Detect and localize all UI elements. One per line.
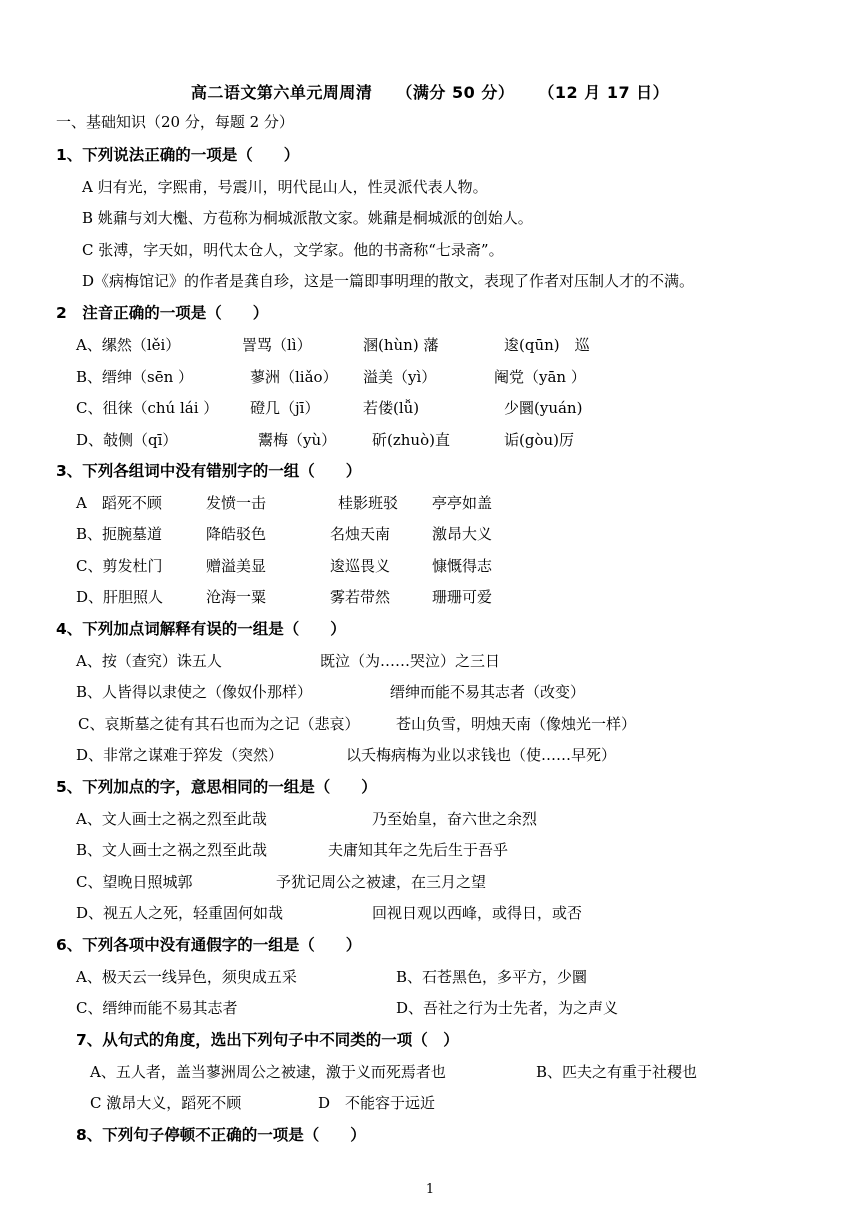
option-cell: 逡(qūn) 巡 [504,336,590,354]
question-6-row-1 [76,967,836,987]
option-cell: 雾若带然 [330,588,391,606]
option-cell: D、非常之谋难于猝发（突然） [76,746,284,764]
question-4-row-b [76,682,836,702]
question-1-option-b: B 姚鼐与刘大櫆、方苞称为桐城派散文家。姚鼐是桐城派的创始人。 [82,209,533,227]
option-cell: C 激昂大义，蹈死不顾 [90,1094,242,1112]
option-cell: 既泣（为……哭泣）之三日 [320,652,501,670]
question-7-stem: 7、从句式的角度，选出下列句子中不同类的一项（ ） [76,1031,459,1049]
question-2-row-a [76,335,836,355]
question-7-row-1 [90,1062,850,1082]
option-cell: B、人皆得以隶使之（像奴仆那样） [76,683,313,701]
option-cell: 少圜(yuán) [504,399,583,417]
option-cell: D、攲侧（qī） [76,431,178,449]
option-cell: D 不能容于远近 [318,1094,436,1112]
option-cell: A、极天云一线异色，须臾成五采 [76,968,297,986]
option-cell: 阉党（yān ） [494,368,586,386]
question-5-stem: 5、下列加点的字，意思相同的一组是（ ） [56,778,377,796]
option-cell: 名烛天南 [330,525,391,543]
question-4-row-d [76,745,836,765]
option-cell: D、肝胆照人 [76,588,164,606]
option-cell: 乃至始皇，奋六世之余烈 [372,810,538,828]
title-text: 高二语文第六单元周周清 [190,83,373,102]
question-3-row-c [76,556,836,576]
question-1-option-a: A 归有光，字熙甫，号震川，明代昆山人，性灵派代表人物。 [82,178,488,196]
question-4-stem: 4、下列加点词解释有误的一组是（ ） [56,620,346,638]
question-3-row-d [76,587,836,607]
question-1-option-d: D《病梅馆记》的作者是龚自珍，这是一篇即事明理的散文，表现了作者对压制人才的不满。 [82,272,695,290]
option-cell: 斫(zhuò)直 [372,431,450,449]
question-5-row-a [76,809,836,829]
title-score: （满分 50 分） [396,83,515,102]
option-cell: A、缧然（lěi） [76,336,181,354]
option-cell: C、哀斯墓之徒有其石也而为之记（悲哀） [78,715,360,733]
option-cell: C、徂徕（chú lái ） [76,399,219,417]
option-cell: B、石苍黑色，多平方，少圜 [396,968,588,986]
option-cell: A、文人画士之祸之烈至此哉 [76,810,267,828]
option-cell: 鬻梅（yù） [258,431,337,449]
question-6-stem: 6、下列各项中没有通假字的一组是（ ） [56,936,362,954]
question-5-row-b [76,840,836,860]
option-cell: A、五人者，盖当蓼洲周公之被逮，激于义而死焉者也 [90,1063,446,1081]
option-cell: C、剪发杜门 [76,557,163,575]
question-1-option-c: C 张溥，字天如，明代太仓人，文学家。他的书斋称“七录斋”。 [82,241,504,259]
option-cell: 逡巡畏义 [330,557,391,575]
option-cell: 磴几（jī） [250,399,320,417]
option-cell: B、扼腕墓道 [76,525,163,543]
option-cell: 回视日观以西峰，或得日，或否 [372,904,583,922]
option-cell: C、望晚日照城郭 [76,873,193,891]
option-cell: 桂影班驳 [338,494,399,512]
question-4-row-a [76,651,836,671]
question-6-row-2 [76,998,836,1018]
question-5-row-c [76,872,836,892]
option-cell: 赠溢美显 [206,557,267,575]
page-number: 1 [425,1182,435,1197]
question-1-stem: 1、下列说法正确的一项是（ ） [56,146,300,164]
document-title [0,80,860,103]
section-heading: 一、基础知识（20 分，每题 2 分） [56,113,294,131]
option-cell: 詈骂（lì） [242,336,312,354]
question-5-row-d [76,903,836,923]
question-2-row-d [76,430,836,450]
question-2-row-b [76,367,836,387]
question-7-row-2 [90,1093,850,1113]
option-cell: 沧海一粟 [206,588,267,606]
option-cell: B、缙绅（sēn ） [76,368,194,386]
option-cell: B、匹夫之有重于社稷也 [536,1063,698,1081]
question-2-stem: 2 注音正确的一项是（ ） [56,304,269,322]
option-cell: 夫庸知其年之先后生于吾乎 [328,841,509,859]
title-date: （12 月 17 日） [538,83,670,102]
question-3-stem: 3、下列各组词中没有错别字的一组（ ） [56,462,362,480]
option-cell: B、文人画士之祸之烈至此哉 [76,841,268,859]
question-3-row-a [76,493,836,513]
option-cell: 溷(hùn) 藩 [363,336,439,354]
option-cell: 苍山负雪，明烛天南（像烛光一样） [396,715,637,733]
option-cell: 慷慨得志 [432,557,493,575]
option-cell: D、视五人之死，轻重固何如哉 [76,904,284,922]
option-cell: 激昂大义 [432,525,493,543]
option-cell: 以夭梅病梅为业以求钱也（使……早死） [346,746,617,764]
option-cell: 降皓驳色 [206,525,267,543]
option-cell: 予犹记周公之被逮，在三月之望 [276,873,487,891]
option-cell: 缙绅而能不易其志者（改变） [390,683,586,701]
option-cell: 溢美（yì） [363,368,437,386]
option-cell: 若偻(lǚ) [363,399,420,417]
option-cell: A 蹈死不顾 [76,494,162,512]
option-cell: 珊珊可爱 [432,588,493,606]
question-3-row-b [76,524,836,544]
question-8-stem: 8、下列句子停顿不正确的一项是（ ） [76,1126,366,1144]
option-cell: 亭亭如盖 [432,494,493,512]
question-4-row-c [78,714,838,734]
option-cell: 蓼洲（liǎo） [250,368,338,386]
option-cell: D、吾社之行为士先者，为之声义 [396,999,619,1017]
question-2-row-c [76,398,836,418]
option-cell: C、缙绅而能不易其志者 [76,999,238,1017]
option-cell: 诟(gòu)厉 [504,431,574,449]
option-cell: 发愤一击 [206,494,267,512]
option-cell: A、按（查究）诛五人 [76,652,222,670]
